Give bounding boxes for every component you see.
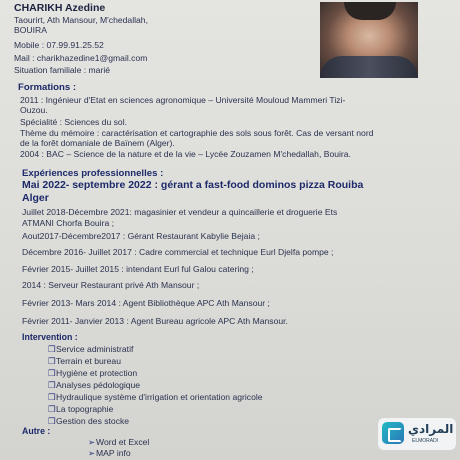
profile-photo xyxy=(320,2,418,78)
experience-entry: ATMANI Chorfa Bouira ; xyxy=(22,218,115,228)
experiences-heading: Expériences professionnelles : xyxy=(22,168,164,179)
checkbox-bullet-icon: ❒ xyxy=(48,344,56,354)
experience-entry: Juillet 2018-Décembre 2021: magasinier et vendeur a quincaillerie et droguerie Ets xyxy=(22,207,338,217)
address-line-2: BOUIRA xyxy=(14,25,47,35)
list-item-label: Hydraulique système d'irrigation et orientation agricole xyxy=(56,392,263,402)
formation-line: Ouzou. xyxy=(20,105,48,115)
list-item xyxy=(48,392,263,402)
family-situation: Situation familiale : marié xyxy=(14,65,111,75)
email-address[interactable]: Mail : charikhazedine1@gmail.com xyxy=(14,53,148,63)
experience-entry: Décembre 2016- Juillet 2017 : Cadre commercial et technique Eurl Djelfa pompe ; xyxy=(22,247,334,257)
mobile-number: Mobile : 07.99.91.25.52 xyxy=(14,40,104,50)
checkbox-bullet-icon: ❒ xyxy=(48,368,56,378)
formation-line: de la forêt domaniale de Baïnem (Alger). xyxy=(20,138,175,148)
checkbox-bullet-icon: ❒ xyxy=(48,380,56,390)
arrow-bullet-icon: ➢ xyxy=(88,437,96,447)
logo-brand-text: المرادي xyxy=(408,422,454,436)
logo-mark-icon xyxy=(382,422,404,444)
list-item xyxy=(48,380,140,390)
experience-entry: Février 2011- Janvier 2013 : Agent Bureau agricole APC Ath Mansour. xyxy=(22,316,288,326)
list-item-label: La topographie xyxy=(56,404,114,414)
watermark-logo xyxy=(378,418,456,450)
list-item xyxy=(48,404,113,414)
logo-sub-text: ELMORADI xyxy=(412,438,439,444)
list-item xyxy=(88,448,131,458)
list-item-label: Analyses pédologique xyxy=(56,380,141,390)
photo-shirt xyxy=(320,56,418,78)
experience-entry: Février 2015- Juillet 2015 : intendant Eurl ful Galou catering ; xyxy=(22,264,254,274)
experience-entry: Alger xyxy=(22,192,49,204)
formations-heading: Formations : xyxy=(18,82,77,93)
checkbox-bullet-icon: ❒ xyxy=(48,404,56,414)
list-item xyxy=(48,344,133,354)
list-item-label: Hygiène et protection xyxy=(56,368,138,378)
list-item-label: Service administratif xyxy=(56,344,134,354)
experience-entry: Aout2017-Décembre2017 : Gérant Restaurant Kabylie Bejaia ; xyxy=(22,231,260,241)
list-item xyxy=(48,356,121,366)
list-item xyxy=(88,437,149,447)
experience-entry: 2014 : Serveur Restaurant privé Ath Mansour ; xyxy=(22,280,200,290)
address-line-1: Taourirt, Ath Mansour, M'chedallah, xyxy=(14,15,148,25)
intervention-heading: Intervention : xyxy=(22,332,78,342)
arrow-bullet-icon: ➢ xyxy=(88,448,96,458)
checkbox-bullet-icon: ❒ xyxy=(48,416,56,426)
checkbox-bullet-icon: ❒ xyxy=(48,356,56,366)
experience-entry: Mai 2022- septembre 2022 : gérant a fast-food dominos pizza Rouiba xyxy=(22,179,364,191)
formation-line: Thème du mémoire : caractérisation et cartographie des sols sous forêt. Cas de versant nord xyxy=(20,128,374,138)
list-item xyxy=(48,416,129,426)
checkbox-bullet-icon: ❒ xyxy=(48,392,56,402)
formation-line: Spécialité : Sciences du sol. xyxy=(20,117,128,127)
list-item-label: MAP info xyxy=(96,448,131,458)
list-item-label: Terrain et bureau xyxy=(56,356,121,366)
list-item xyxy=(48,368,137,378)
list-item-label: Word et Excel xyxy=(96,437,150,447)
photo-hair xyxy=(344,2,396,20)
formation-line: 2011 : Ingénieur d'Etat en sciences agronomique – Université Mouloud Mammeri Tizi- xyxy=(20,95,346,105)
list-item-label: Gestion des stocke xyxy=(56,416,130,426)
experience-entry: Février 2013- Mars 2014 : Agent Bibliothèque APC Ath Mansour ; xyxy=(22,298,270,308)
autre-heading: Autre : xyxy=(22,426,51,436)
candidate-name: CHARIKH Azedine xyxy=(14,2,106,14)
formation-line: 2004 : BAC – Science de la nature et de la vie – Lycée Zouzamen M'chedallah, Bouira. xyxy=(20,149,351,159)
